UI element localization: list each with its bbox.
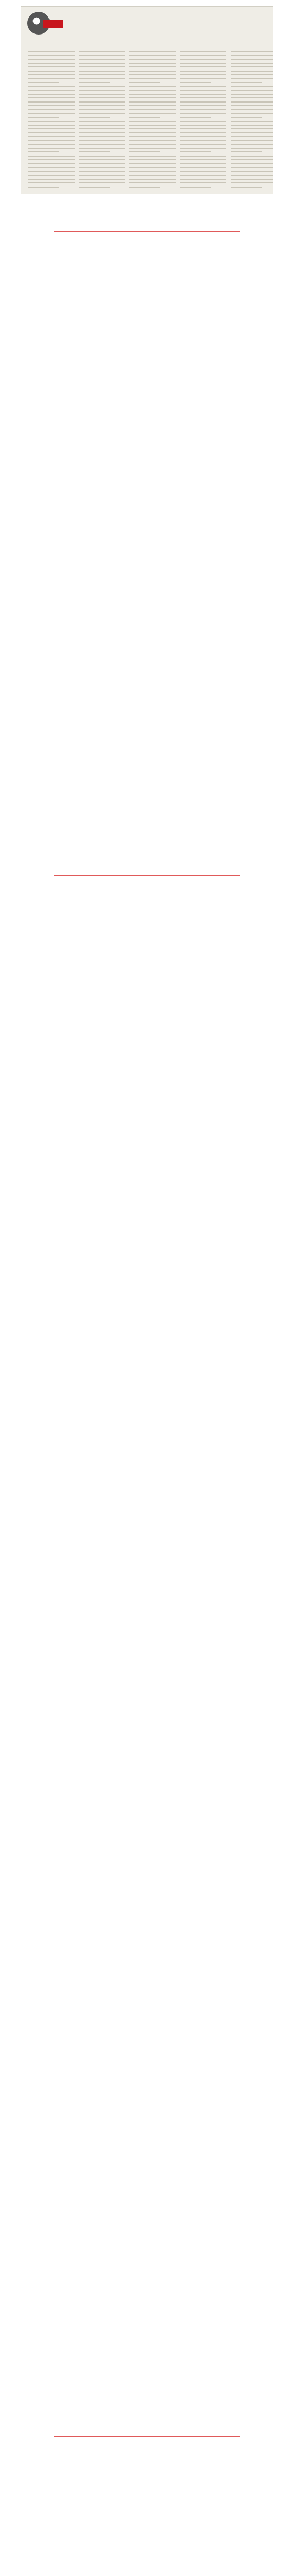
clipping-text-line: [231, 59, 273, 60]
clipping-text-line: [79, 175, 125, 176]
clipping-text-line: [180, 144, 226, 145]
clipping-text-line: [129, 187, 160, 188]
clipping-text-line: [28, 128, 75, 129]
clipping-text-line: [129, 136, 176, 137]
clipping-text-line: [79, 151, 110, 152]
clipping-text-line: [28, 151, 59, 152]
clipping-text-line: [129, 167, 176, 168]
clipping-text-line: [28, 66, 75, 67]
clipping-text-line: [231, 179, 273, 180]
clipping-text-line: [129, 82, 160, 83]
clipping-text-line: [79, 94, 125, 95]
clipping-text-line: [231, 97, 273, 98]
clipping-text-line: [28, 97, 75, 98]
clipping-text-line: [129, 51, 176, 52]
clipping-text-line: [28, 117, 59, 118]
clipping-text-line: [129, 140, 176, 141]
clipping-text-line: [180, 151, 211, 152]
clipping-text-line: [180, 105, 226, 106]
clipping-text-line: [79, 97, 125, 98]
clipping-text-line: [129, 97, 176, 98]
clipping-text-line: [28, 59, 75, 60]
clipping-text-line: [180, 148, 226, 149]
clipping-text-line: [180, 59, 226, 60]
clipping-column: [79, 40, 125, 188]
clipping-text-line: [231, 82, 262, 83]
clipping-text-line: [180, 101, 226, 103]
clipping-column: [180, 40, 226, 188]
section-heading: [0, 2071, 294, 2081]
clipping-text-line: [28, 71, 75, 72]
clipping-text-line: [231, 144, 273, 145]
clipping-text-line: [79, 113, 125, 114]
clipping-text-line: [231, 78, 273, 79]
clipping-text-line: [28, 132, 75, 133]
clipping-text-line: [28, 156, 75, 157]
clipping-text-line: [129, 105, 176, 106]
clipping-text-line: [129, 132, 176, 133]
clipping-text-line: [129, 151, 160, 152]
clipping-text-line: [129, 159, 176, 160]
clipping-text-line: [79, 78, 125, 79]
clipping-text-line: [180, 117, 211, 118]
clipping-text-line: [180, 128, 226, 129]
clipping-text-line: [79, 74, 125, 75]
clipping-text-line: [180, 86, 226, 87]
clipping-text-line: [129, 66, 176, 67]
clipping-text-line: [180, 156, 226, 157]
clipping-text-line: [79, 71, 125, 72]
clipping-text-line: [28, 163, 75, 164]
clipping-text-line: [180, 132, 226, 133]
clipping-text-line: [231, 175, 273, 176]
clipping-text-line: [129, 163, 176, 164]
clipping-text-line: [79, 109, 125, 110]
clipping-text-line: [231, 51, 273, 52]
clipping-text-line: [231, 63, 273, 64]
clipping-column: [129, 40, 176, 188]
clipping-text-line: [79, 101, 125, 103]
clipping-text-line: [28, 140, 75, 141]
clipping-text-line: [79, 90, 125, 91]
clipping-text-line: [180, 136, 226, 137]
clipping-text-line: [231, 117, 262, 118]
clipping-text-line: [129, 78, 176, 79]
clipping-text-line: [79, 125, 125, 126]
clipping-text-line: [79, 140, 125, 141]
clipping-text-line: [79, 136, 125, 137]
clipping-text-line: [231, 125, 273, 126]
clipping-text-line: [180, 82, 211, 83]
clipping-text-line: [129, 71, 176, 72]
clipping-text-line: [231, 182, 273, 183]
clipping-text-line: [231, 90, 273, 91]
clipping-text-line: [231, 86, 273, 87]
section-heading: [0, 227, 294, 236]
clipping-text-line: [79, 66, 125, 67]
newspaper-masthead: [27, 12, 63, 35]
clipping-text-line: [79, 121, 125, 122]
clipping-text-line: [28, 55, 75, 56]
clipping-text-line: [79, 179, 125, 180]
clipping-text-line: [180, 63, 226, 64]
clipping-text-line: [129, 121, 176, 122]
clipping-text-line: [28, 167, 75, 168]
clipping-text-line: [129, 117, 160, 118]
clipping-text-line: [129, 101, 176, 103]
clipping-text-line: [79, 159, 125, 160]
clipping-text-line: [129, 125, 176, 126]
clipping-text-line: [129, 156, 176, 157]
clipping-text-line: [129, 144, 176, 145]
section-heading: [0, 1494, 294, 1504]
clipping-text-line: [129, 113, 176, 114]
clipping-text-line: [28, 82, 59, 83]
clipping-text-line: [28, 121, 75, 122]
clipping-text-line: [231, 74, 273, 75]
clipping-text-line: [180, 121, 226, 122]
clipping-text-line: [79, 187, 110, 188]
clipping-text-line: [180, 90, 226, 91]
clipping-text-line: [129, 182, 176, 183]
clipping-text-line: [79, 144, 125, 145]
clipping-text-line: [180, 113, 226, 114]
clipping-text-line: [79, 156, 125, 157]
clipping-text-line: [180, 74, 226, 75]
clipping-text-line: [231, 140, 273, 141]
clipping-text-line: [180, 71, 226, 72]
masthead-tag: [43, 20, 63, 28]
clipping-text-line: [28, 109, 75, 110]
clipping-text-line: [28, 51, 75, 52]
clipping-text-line: [28, 78, 75, 79]
clipping-text-line: [129, 63, 176, 64]
clipping-text-line: [180, 109, 226, 110]
clipping-text-line: [231, 71, 273, 72]
clipping-text-line: [180, 182, 226, 183]
clipping-text-line: [129, 171, 176, 172]
clipping-text-line: [180, 179, 226, 180]
clipping-text-line: [129, 86, 176, 87]
clipping-text-line: [79, 82, 110, 83]
clipping-text-line: [79, 59, 125, 60]
clipping-text-line: [28, 187, 59, 188]
clipping-text-line: [180, 125, 226, 126]
clipping-text-line: [28, 94, 75, 95]
clipping-text-line: [231, 105, 273, 106]
clipping-text-line: [28, 171, 75, 172]
clipping-text-line: [231, 132, 273, 133]
clipping-text-line: [129, 128, 176, 129]
section-heading: [0, 2432, 294, 2442]
clipping-text-line: [231, 167, 273, 168]
clipping-text-line: [79, 171, 125, 172]
clipping-text-line: [79, 51, 125, 52]
clipping-text-line: [28, 175, 75, 176]
clipping-text-line: [180, 55, 226, 56]
clipping-text-line: [79, 148, 125, 149]
clipping-text-line: [28, 159, 75, 160]
clipping-text-line: [231, 101, 273, 103]
clipping-column: [28, 40, 75, 188]
clipping-text-line: [28, 113, 75, 114]
clipping-text-line: [231, 55, 273, 56]
clipping-text-line: [231, 159, 273, 160]
clipping-text-line: [180, 167, 226, 168]
clipping-text-line: [129, 175, 176, 176]
clipping-text-line: [79, 167, 125, 168]
clipping-text-line: [180, 51, 226, 52]
clipping-text-line: [129, 59, 176, 60]
clipping-text-line: [129, 109, 176, 110]
clipping-text-line: [180, 78, 226, 79]
clipping-text-line: [28, 136, 75, 137]
clipping-text-line: [231, 148, 273, 149]
clipping-text-line: [129, 94, 176, 95]
clipping-text-line: [180, 175, 226, 176]
clipping-text-line: [231, 187, 262, 188]
clipping-text-line: [231, 151, 262, 152]
clipping-text-line: [231, 128, 273, 129]
clipping-text-line: [129, 179, 176, 180]
clipping-text-line: [79, 132, 125, 133]
clipping-text-line: [180, 187, 211, 188]
clipping-text-line: [79, 163, 125, 164]
clipping-text-line: [28, 74, 75, 75]
clipping-text-line: [180, 163, 226, 164]
clipping-text-line: [79, 63, 125, 64]
clipping-text-line: [231, 113, 273, 114]
clipping-text-line: [28, 144, 75, 145]
clipping-text-line: [129, 90, 176, 91]
clipping-text-line: [79, 86, 125, 87]
clipping-text-line: [180, 159, 226, 160]
clipping-text-line: [180, 97, 226, 98]
clipping-text-line: [180, 171, 226, 172]
clipping-text-line: [79, 182, 125, 183]
clipping-text-line: [79, 117, 110, 118]
clipping-text-line: [231, 156, 273, 157]
clipping-text-line: [231, 163, 273, 164]
clipping-text-line: [79, 105, 125, 106]
clipping-text-line: [28, 90, 75, 91]
clipping-text-line: [231, 136, 273, 137]
clipping-columns: [28, 40, 266, 188]
clipping-text-line: [28, 125, 75, 126]
clipping-text-line: [28, 101, 75, 103]
clipping-text-line: [231, 109, 273, 110]
newspaper-clipping: [21, 6, 273, 194]
clipping-text-line: [231, 121, 273, 122]
clipping-column: [231, 40, 273, 188]
clipping-text-line: [129, 74, 176, 75]
clipping-text-line: [231, 171, 273, 172]
clipping-text-line: [231, 94, 273, 95]
clipping-text-line: [129, 148, 176, 149]
clipping-text-line: [231, 66, 273, 67]
section-heading: [0, 871, 294, 880]
clipping-text-line: [28, 182, 75, 183]
clipping-text-line: [28, 105, 75, 106]
clipping-text-line: [28, 148, 75, 149]
clipping-text-line: [79, 55, 125, 56]
clipping-text-line: [180, 66, 226, 67]
clipping-text-line: [180, 94, 226, 95]
clipping-text-line: [180, 140, 226, 141]
clipping-text-line: [28, 63, 75, 64]
clipping-text-line: [79, 128, 125, 129]
clipping-text-line: [28, 179, 75, 180]
clipping-text-line: [129, 55, 176, 56]
clipping-text-line: [28, 86, 75, 87]
